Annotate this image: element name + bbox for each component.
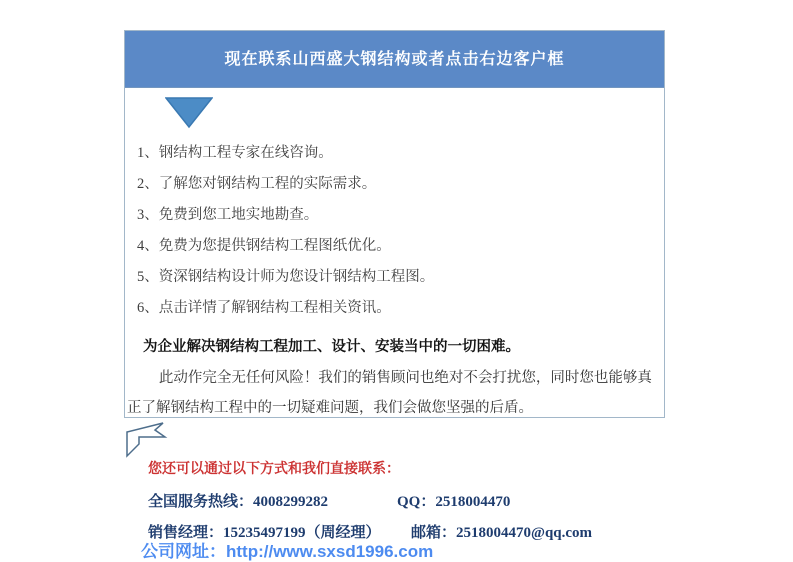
corner-flag-icon [124, 420, 168, 458]
hotline-label: 全国服务热线： [148, 494, 254, 510]
highlight-statement: 为企业解决钢结构工程加工、设计、安装当中的一切困难。 [143, 339, 520, 355]
list-item: 4、免费为您提供钢结构工程图纸优化。 [137, 238, 391, 254]
qq-label: QQ： [397, 494, 436, 510]
email-label: 邮箱： [411, 525, 457, 541]
website-link[interactable]: http://www.sxsd1996.com [226, 542, 434, 561]
manager-number: 15235497199（周经理） [223, 525, 381, 541]
list-item: 1、钢结构工程专家在线咨询。 [137, 145, 333, 161]
list-item: 2、了解您对钢结构工程的实际需求。 [137, 176, 377, 192]
reassurance-paragraph: 此动作完全无任何风险！我们的销售顾问也绝对不会打扰您，同时您也能够真正了解钢结构工程中的一切疑难问题，我们会做您坚强的后盾。 [127, 370, 652, 416]
email-address: 2518004470@qq.com [456, 525, 593, 541]
qq-number: 2518004470 [435, 494, 511, 510]
down-arrow-icon [165, 97, 213, 129]
banner-title: 现在联系山西盛大钢结构或者点击右边客户框 [224, 51, 565, 68]
list-item: 6、点击详情了解钢结构工程相关资讯。 [137, 300, 391, 316]
hotline-row [148, 490, 511, 511]
website-label: 公司网址： [141, 542, 226, 561]
contact-lead-text: 您还可以通过以下方式和我们直接联系： [148, 462, 400, 477]
banner-header [125, 31, 664, 88]
list-item: 3、免费到您工地实地勘查。 [137, 207, 319, 223]
hotline-number: 4008299282 [253, 494, 329, 510]
website-row [141, 537, 433, 562]
info-panel [124, 30, 665, 418]
list-item: 5、资深钢结构设计师为您设计钢结构工程图。 [137, 269, 435, 285]
manager-label: 销售经理： [148, 525, 224, 541]
steps-list [137, 138, 658, 324]
